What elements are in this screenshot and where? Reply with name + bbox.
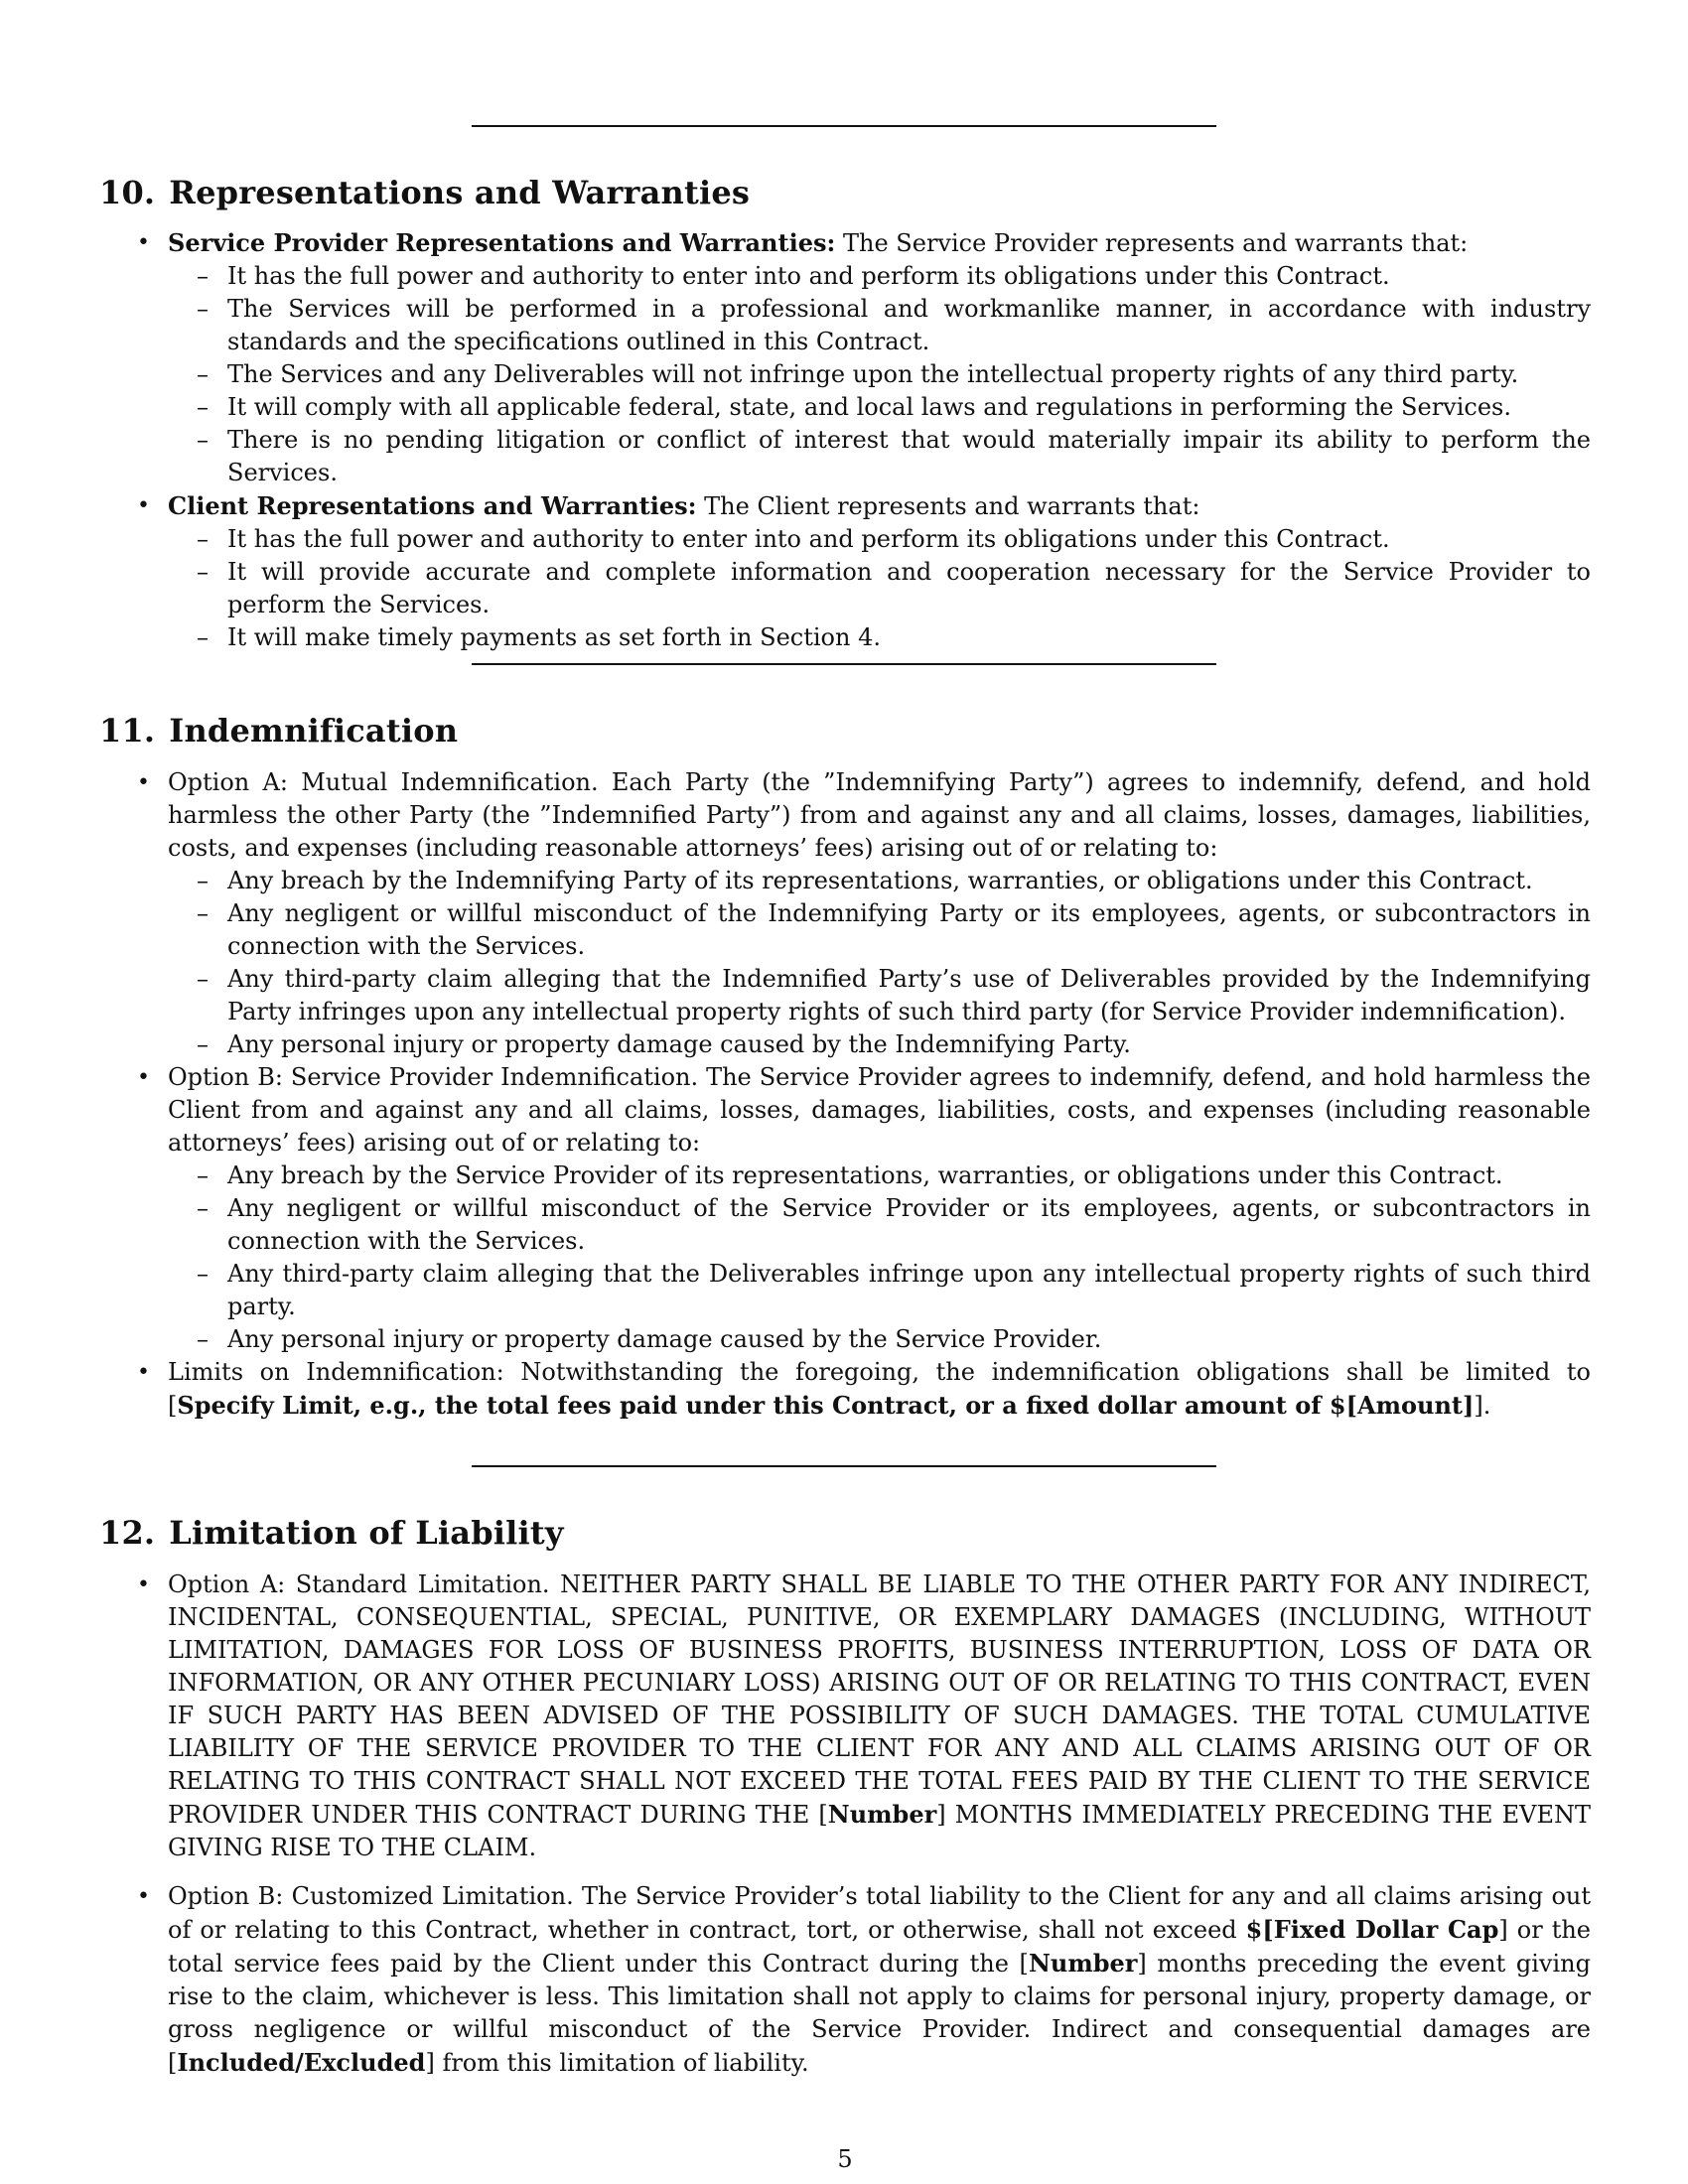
section-10-heading — [99, 173, 750, 212]
list-item — [99, 766, 1591, 865]
placeholder-text: Number — [827, 1800, 937, 1829]
bullet-icon: • — [137, 1572, 150, 1597]
paragraph-gap — [99, 1864, 1591, 1880]
placeholder-text: Included/Excluded — [177, 2048, 426, 2077]
list-item — [99, 1569, 1591, 1864]
list-item — [99, 1880, 1591, 2080]
item-lead: Service Provider Representations and Warranties: — [168, 228, 836, 257]
sub-list-item — [99, 1160, 1591, 1192]
sub-list-item — [99, 897, 1591, 963]
sub-item-text: It will provide accurate and complete information and cooperation necessary for the Service Provider to perform the Services. — [227, 558, 1591, 618]
sub-list-item — [99, 556, 1591, 621]
item-text-end: ]. — [1474, 1392, 1491, 1420]
sub-item-text: Any personal injury or property damage caused by the Service Provider. — [227, 1325, 1102, 1353]
dash-icon: – — [197, 295, 209, 323]
placeholder-text: Number — [1028, 1949, 1138, 1978]
dash-icon: – — [197, 262, 209, 290]
sub-list-item — [99, 1192, 1591, 1258]
dash-icon: – — [197, 360, 209, 388]
list-item — [99, 1061, 1591, 1160]
item-text: ] from this limitation of liability. — [425, 2049, 809, 2077]
sub-list-item — [99, 293, 1591, 358]
section-title: Indemnification — [169, 712, 459, 750]
sub-list-item — [99, 391, 1591, 424]
section-11-body — [99, 766, 1591, 1423]
sub-list-item — [99, 1258, 1591, 1323]
sub-item-text: It will make timely payments as set forth in Section 4. — [227, 623, 881, 651]
section-title: Representations and Warranties — [169, 174, 751, 211]
sub-item-text: Any third-party claim alleging that the Deliverables infringe upon any intellectual property rights of such third party. — [227, 1260, 1591, 1320]
sub-list-item — [99, 1323, 1591, 1356]
bullet-icon: • — [137, 1360, 150, 1385]
item-text: Option A: Mutual Indemnification. Each Party (the ”Indemnifying Party”) agrees to indemnify, defend, and hold harmless the other Party (the ”Indemnified Party”) from and against any and all claims, losses, damages, liabilities, costs, and expenses (including reasonable attorneys’ fees) arising out of or relating to: — [168, 768, 1591, 862]
section-number: 12. — [99, 1514, 156, 1552]
sub-item-text: Any negligent or willful misconduct of the Service Provider or its employees, agents, or subcontractors in connection with the Services. — [227, 1194, 1591, 1255]
placeholder-text: Specify Limit, e.g., the total fees paid under this Contract, or a fixed dollar amount of $[Amount] — [177, 1391, 1475, 1420]
sub-list-item — [99, 424, 1591, 489]
item-text: Option B: Customized Limitation. The Service Provider’s total liability to the Client for any and all claims arising out of or relating to this Contract, whether in contract, tort, or otherwise, shall not exceed — [168, 1882, 1591, 1944]
bullet-icon: • — [137, 770, 150, 795]
sub-list-item — [99, 865, 1591, 897]
section-number: 11. — [99, 712, 156, 750]
sub-item-text: Any negligent or willful misconduct of the Indemnifying Party or its employees, agents, or subcontractors in connection with the Services. — [227, 899, 1591, 960]
section-number: 10. — [99, 174, 156, 211]
item-text: The Client represents and warrants that: — [704, 492, 1200, 520]
sub-item-text: The Services will be performed in a professional and workmanlike manner, in accordance with industry standards and the specifications outlined in this Contract. — [227, 295, 1591, 355]
bullet-icon: • — [137, 493, 150, 518]
dash-icon: – — [197, 1161, 209, 1189]
dash-icon: – — [197, 1260, 209, 1288]
sub-item-text: The Services and any Deliverables will not infringe upon the intellectual property rights of any third party. — [227, 360, 1519, 388]
section-10-body — [99, 226, 1591, 654]
item-lead: Client Representations and Warranties: — [168, 491, 697, 520]
sub-list-item — [99, 260, 1591, 293]
sub-item-text: It has the full power and authority to enter into and perform its obligations under this Contract. — [227, 525, 1390, 553]
section-divider — [472, 663, 1216, 665]
sub-item-text: Any personal injury or property damage caused by the Indemnifying Party. — [227, 1030, 1131, 1058]
list-item — [99, 226, 1591, 260]
sub-list-item — [99, 963, 1591, 1028]
item-text: Option B: Service Provider Indemnification. The Service Provider agrees to indemnify, defend, and hold harmless the Client from and against any and all claims, losses, damages, liabilities, costs, and expenses (including reasonable attorneys’ fees) arising out of or relating to: — [168, 1063, 1591, 1157]
sub-list-item — [99, 621, 1591, 654]
bullet-icon: • — [137, 230, 150, 255]
section-12-body — [99, 1569, 1591, 2080]
sub-list-item — [99, 1028, 1591, 1061]
item-text: The Service Provider represents and warrants that: — [843, 229, 1469, 257]
bullet-icon: • — [137, 1884, 150, 1909]
dash-icon: – — [197, 426, 209, 454]
dash-icon: – — [197, 393, 209, 421]
sub-list-item — [99, 523, 1591, 556]
dash-icon: – — [197, 1030, 209, 1058]
dash-icon: – — [197, 867, 209, 894]
dash-icon: – — [197, 899, 209, 927]
list-item — [99, 489, 1591, 523]
dash-icon: – — [197, 525, 209, 553]
dash-icon: – — [197, 558, 209, 586]
item-text: Limits on Indemnification: Notwithstanding the foregoing, the indemnification obligations shall be limited to [ — [168, 1358, 1591, 1420]
dash-icon: – — [197, 1194, 209, 1222]
list-item — [99, 1356, 1591, 1423]
item-text: Option A: Standard Limitation. NEITHER PARTY SHALL BE LIABLE TO THE OTHER PARTY FOR ANY INDIRECT, INCIDENTAL, CONSEQUENTIAL, SPECIAL, PUNITIVE, OR EXEMPLARY DAMAGES (INCLUDING, WITHOUT LIMITATION, DAMAGES FOR LOSS OF BUSINESS PROFITS, BUSINESS INTERRUPTION, LOSS OF DATA OR INFORMATION, OR ANY OTHER PECUNIARY LOSS) ARISING OUT OF OR RELATING TO THIS CONTRACT, EVEN IF SUCH PARTY HAS BEEN ADVISED OF THE POSSIBILITY OF SUCH DAMAGES. THE TOTAL CUMULATIVE LIABILITY OF THE SERVICE PROVIDER TO THE CLIENT FOR ANY AND ALL CLAIMS ARISING OUT OF OR RELATING TO THIS CONTRACT SHALL NOT EXCEED THE TOTAL FEES PAID BY THE CLIENT TO THE SERVICE PROVIDER UNDER THIS CONTRACT DURING THE [ — [168, 1570, 1591, 1829]
sub-item-text: Any third-party claim alleging that the Indemnified Party’s use of Deliverables provided by the Indemnifying Party infringes upon any intellectual property rights of such third party (for Service Provider indemnification). — [227, 965, 1591, 1025]
sub-item-text: It will comply with all applicable federal, state, and local laws and regulations in performing the Services. — [227, 393, 1511, 421]
item-text: ] or the total service fees paid by the Client under this Contract during the [ — [168, 1916, 1591, 1978]
section-divider — [472, 125, 1216, 127]
placeholder-text: $[Fixed Dollar Cap — [1245, 1915, 1499, 1944]
item-text: ] months preceding the event giving rise to the claim, whichever is less. This limitation shall not apply to claims for personal injury, property damage, or gross negligence or willful misconduct of the Service Provider. Indirect and consequential damages are [ — [168, 1950, 1591, 2077]
section-11-heading — [99, 711, 458, 751]
dash-icon: – — [197, 623, 209, 651]
section-title: Limitation of Liability — [169, 1514, 564, 1552]
item-text: ] MONTHS IMMEDIATELY PRECEDING THE EVENT GIVING RISE TO THE CLAIM. — [168, 1801, 1592, 1861]
bullet-icon: • — [137, 1065, 150, 1090]
sub-item-text: It has the full power and authority to enter into and perform its obligations under this Contract. — [227, 262, 1390, 290]
sub-item-text: There is no pending litigation or conflict of interest that would materially impair its ability to perform the Services. — [227, 426, 1591, 486]
page-number: 5 — [837, 2145, 853, 2173]
sub-list-item — [99, 358, 1591, 391]
sub-item-text: Any breach by the Indemnifying Party of its representations, warranties, or obligations under this Contract. — [227, 867, 1533, 894]
section-divider — [472, 1465, 1216, 1467]
dash-icon: – — [197, 965, 209, 993]
section-12-heading — [99, 1513, 564, 1553]
document-page — [99, 0, 1592, 2184]
dash-icon: – — [197, 1325, 209, 1353]
sub-item-text: Any breach by the Service Provider of its representations, warranties, or obligations under this Contract. — [227, 1161, 1503, 1189]
